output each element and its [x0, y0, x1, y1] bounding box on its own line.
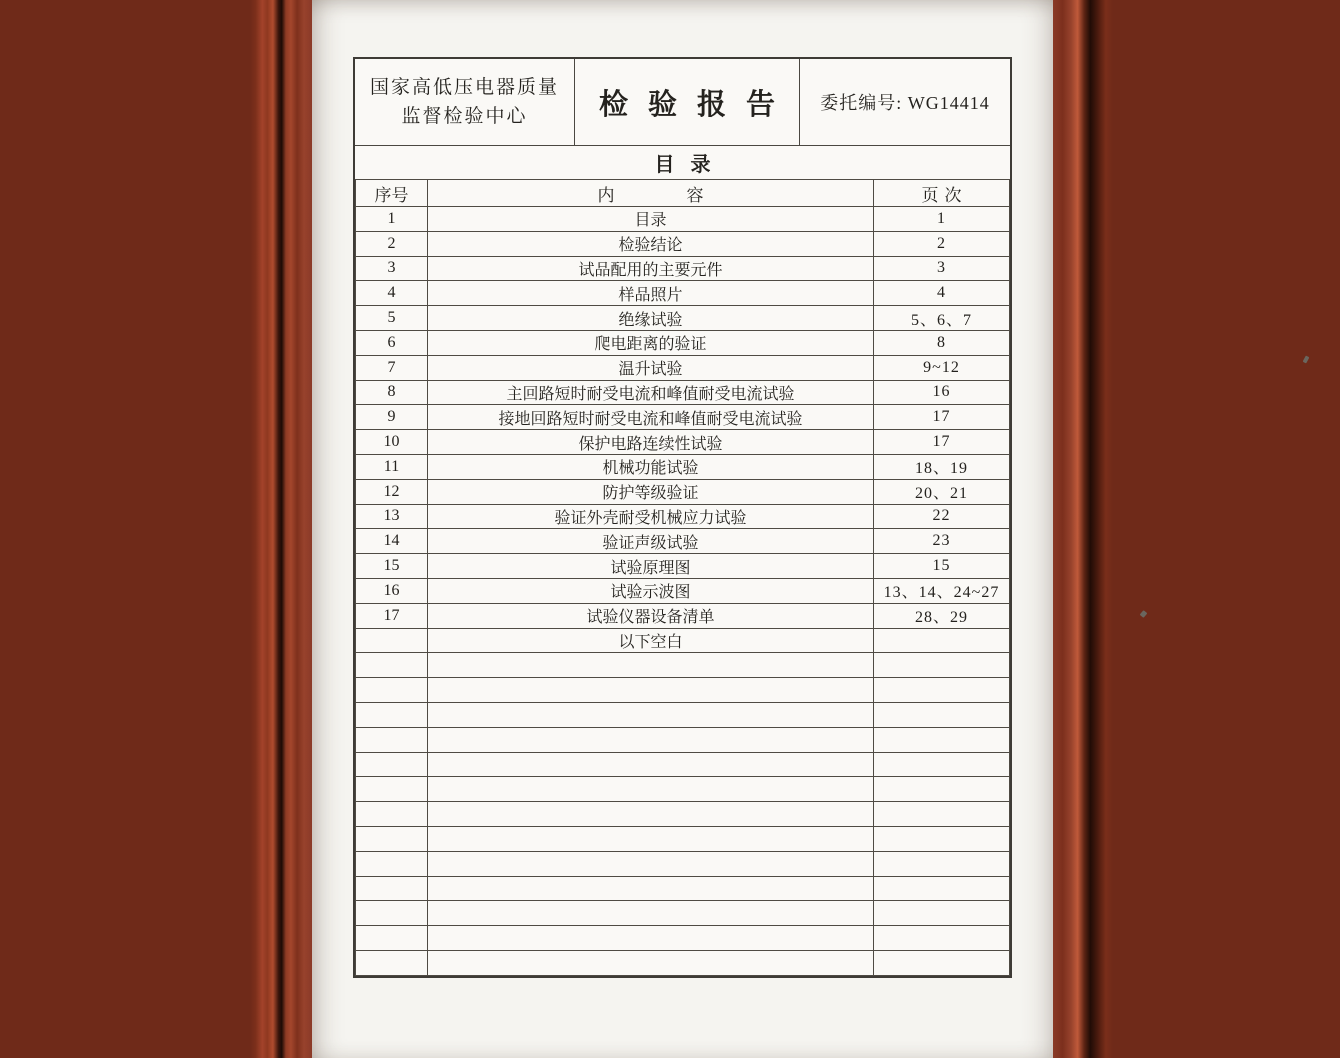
row-content: 接地回路短时耐受电流和峰值耐受电流试验 — [428, 405, 874, 430]
row-page: 28、29 — [874, 603, 1010, 628]
row-content: 样品照片 — [428, 281, 874, 306]
toc-row — [356, 330, 1010, 355]
row-page — [874, 628, 1010, 653]
toc-row — [356, 504, 1010, 529]
row-index: 15 — [356, 554, 428, 579]
row-index: 13 — [356, 504, 428, 529]
row-page: 22 — [874, 504, 1010, 529]
row-index: 14 — [356, 529, 428, 554]
toc-row-empty — [356, 826, 1010, 851]
row-index: 1 — [356, 207, 428, 232]
row-content: 绝缘试验 — [428, 306, 874, 331]
row-page: 15 — [874, 554, 1010, 579]
row-index: 16 — [356, 578, 428, 603]
row-index — [356, 628, 428, 653]
row-page: 13、14、24~27 — [874, 578, 1010, 603]
toc-row-empty — [356, 851, 1010, 876]
row-page: 23 — [874, 529, 1010, 554]
toc-row-empty — [356, 702, 1010, 727]
row-index: 11 — [356, 454, 428, 479]
col-header-page: 页次 — [874, 180, 1010, 207]
row-content: 试验示波图 — [428, 578, 874, 603]
wood-frame-left — [250, 0, 312, 1058]
row-page: 16 — [874, 380, 1010, 405]
row-page: 4 — [874, 281, 1010, 306]
row-page: 2 — [874, 231, 1010, 256]
report-header — [355, 59, 1010, 145]
row-index: 10 — [356, 430, 428, 455]
row-page: 8 — [874, 330, 1010, 355]
row-index: 4 — [356, 281, 428, 306]
row-index: 2 — [356, 231, 428, 256]
col-header-content: 内容 — [428, 180, 874, 207]
toc-row — [356, 603, 1010, 628]
org-name — [355, 59, 575, 145]
toc-row — [356, 529, 1010, 554]
row-content: 试验仪器设备清单 — [428, 603, 874, 628]
row-page: 1 — [874, 207, 1010, 232]
toc-row — [356, 380, 1010, 405]
row-page: 9~12 — [874, 355, 1010, 380]
toc-title: 目录 — [355, 145, 1010, 179]
toc-row — [356, 479, 1010, 504]
row-content: 试品配用的主要元件 — [428, 256, 874, 281]
row-content: 以下空白 — [428, 628, 874, 653]
toc-row — [356, 454, 1010, 479]
row-content: 机械功能试验 — [428, 454, 874, 479]
toc-row — [356, 256, 1010, 281]
row-index: 5 — [356, 306, 428, 331]
toc-row — [356, 231, 1010, 256]
row-index: 12 — [356, 479, 428, 504]
toc-row — [356, 578, 1010, 603]
row-index: 7 — [356, 355, 428, 380]
row-content: 温升试验 — [428, 355, 874, 380]
toc-row-empty — [356, 653, 1010, 678]
toc-row — [356, 306, 1010, 331]
toc-table — [355, 179, 1010, 976]
scan-speck — [1140, 610, 1148, 618]
row-index: 3 — [356, 256, 428, 281]
toc-row-empty — [356, 752, 1010, 777]
row-index: 8 — [356, 380, 428, 405]
document-page — [312, 0, 1053, 1058]
row-content: 检验结论 — [428, 231, 874, 256]
row-index: 17 — [356, 603, 428, 628]
toc-row-empty — [356, 802, 1010, 827]
row-content: 爬电距离的验证 — [428, 330, 874, 355]
row-content: 目录 — [428, 207, 874, 232]
row-content: 保护电路连续性试验 — [428, 430, 874, 455]
row-content: 主回路短时耐受电流和峰值耐受电流试验 — [428, 380, 874, 405]
toc-row — [356, 430, 1010, 455]
row-page: 5、6、7 — [874, 306, 1010, 331]
wood-frame-right — [1053, 0, 1113, 1058]
row-page: 17 — [874, 405, 1010, 430]
row-content: 试验原理图 — [428, 554, 874, 579]
report-title: 检验报告 — [575, 59, 800, 145]
row-content: 防护等级验证 — [428, 479, 874, 504]
toc-row-empty — [356, 678, 1010, 703]
org-name-line1: 国家高低压电器质量 — [369, 77, 559, 98]
toc-row — [356, 405, 1010, 430]
org-name-line2: 监督检验中心 — [401, 106, 528, 127]
toc-row-empty — [356, 950, 1010, 975]
toc-column-header — [356, 180, 1010, 207]
commission-number: 委托编号: WG14414 — [820, 93, 990, 113]
row-page: 17 — [874, 430, 1010, 455]
toc-row — [356, 554, 1010, 579]
toc-row-blank-note — [356, 628, 1010, 653]
scan-speck — [1303, 355, 1310, 363]
row-index: 9 — [356, 405, 428, 430]
toc-row-empty — [356, 777, 1010, 802]
row-content: 验证外壳耐受机械应力试验 — [428, 504, 874, 529]
row-page: 20、21 — [874, 479, 1010, 504]
inspection-report-toc — [353, 57, 1012, 978]
toc-row-empty — [356, 901, 1010, 926]
toc-row — [356, 281, 1010, 306]
col-header-index: 序号 — [356, 180, 428, 207]
row-page: 3 — [874, 256, 1010, 281]
toc-row-empty — [356, 876, 1010, 901]
toc-row — [356, 355, 1010, 380]
row-index: 6 — [356, 330, 428, 355]
row-page: 18、19 — [874, 454, 1010, 479]
toc-row-empty — [356, 926, 1010, 951]
toc-row — [356, 207, 1010, 232]
row-content: 验证声级试验 — [428, 529, 874, 554]
toc-row-empty — [356, 727, 1010, 752]
